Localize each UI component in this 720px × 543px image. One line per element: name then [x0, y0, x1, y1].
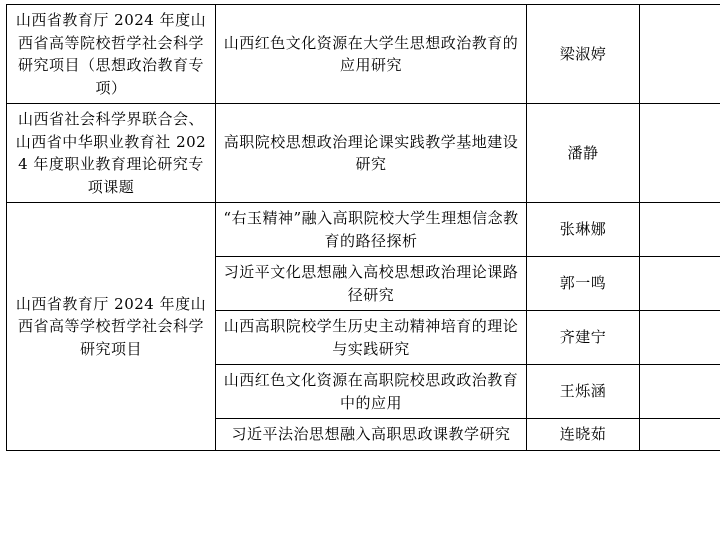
cell-extra [640, 311, 720, 365]
research-title-text: 山西红色文化资源在高职院校思政政治教育中的应用 [222, 369, 520, 414]
cell-person [527, 104, 640, 203]
person-name-text: 齐建宁 [533, 326, 633, 349]
cell-title [216, 365, 527, 419]
cell-project [7, 203, 216, 451]
person-name-text: 王烁涵 [533, 380, 633, 403]
project-name-text: 山西省教育厅 2024 年度山西省高等院校哲学社会科学研究项目（思想政治教育专项） [13, 9, 209, 99]
research-title-text: 高职院校思想政治理论课实践教学基地建设研究 [222, 131, 520, 176]
person-name-text: 张琳娜 [533, 218, 633, 241]
cell-project [7, 5, 216, 104]
cell-person [527, 419, 640, 451]
cell-title [216, 203, 527, 257]
research-title-text: 山西红色文化资源在大学生思想政治教育的应用研究 [222, 32, 520, 77]
cell-extra [640, 419, 720, 451]
cell-title [216, 419, 527, 451]
research-title-text: 习近平法治思想融入高职思政课教学研究 [222, 423, 520, 446]
cell-title [216, 104, 527, 203]
cell-project [7, 104, 216, 203]
cell-person [527, 203, 640, 257]
cell-extra [640, 5, 720, 104]
person-name-text: 梁淑婷 [533, 43, 633, 66]
cell-title [216, 257, 527, 311]
cell-title [216, 311, 527, 365]
research-title-text: 山西高职院校学生历史主动精神培育的理论与实践研究 [222, 315, 520, 360]
cell-person [527, 365, 640, 419]
cell-person [527, 257, 640, 311]
cell-title [216, 5, 527, 104]
cell-person [527, 311, 640, 365]
research-projects-table [6, 4, 720, 451]
cell-extra [640, 203, 720, 257]
document-page [0, 4, 720, 543]
person-name-text: 潘静 [533, 142, 633, 165]
cell-extra [640, 257, 720, 311]
table-body [7, 5, 720, 451]
table-row [7, 203, 720, 257]
cell-extra [640, 104, 720, 203]
person-name-text: 连晓茹 [533, 423, 633, 446]
project-name-text: 山西省教育厅 2024 年度山西省高等学校哲学社会科学研究项目 [13, 293, 209, 361]
cell-extra [640, 365, 720, 419]
cell-person [527, 5, 640, 104]
research-title-text: 习近平文化思想融入高校思想政治理论课路径研究 [222, 261, 520, 306]
person-name-text: 郭一鸣 [533, 272, 633, 295]
project-name-text: 山西省社会科学界联合会、山西省中华职业教育社 2024 年度职业教育理论研究专项课题 [13, 108, 209, 198]
table-row [7, 104, 720, 203]
research-title-text: “右玉精神”融入高职院校大学生理想信念教育的路径探析 [222, 207, 520, 252]
table-row [7, 5, 720, 104]
